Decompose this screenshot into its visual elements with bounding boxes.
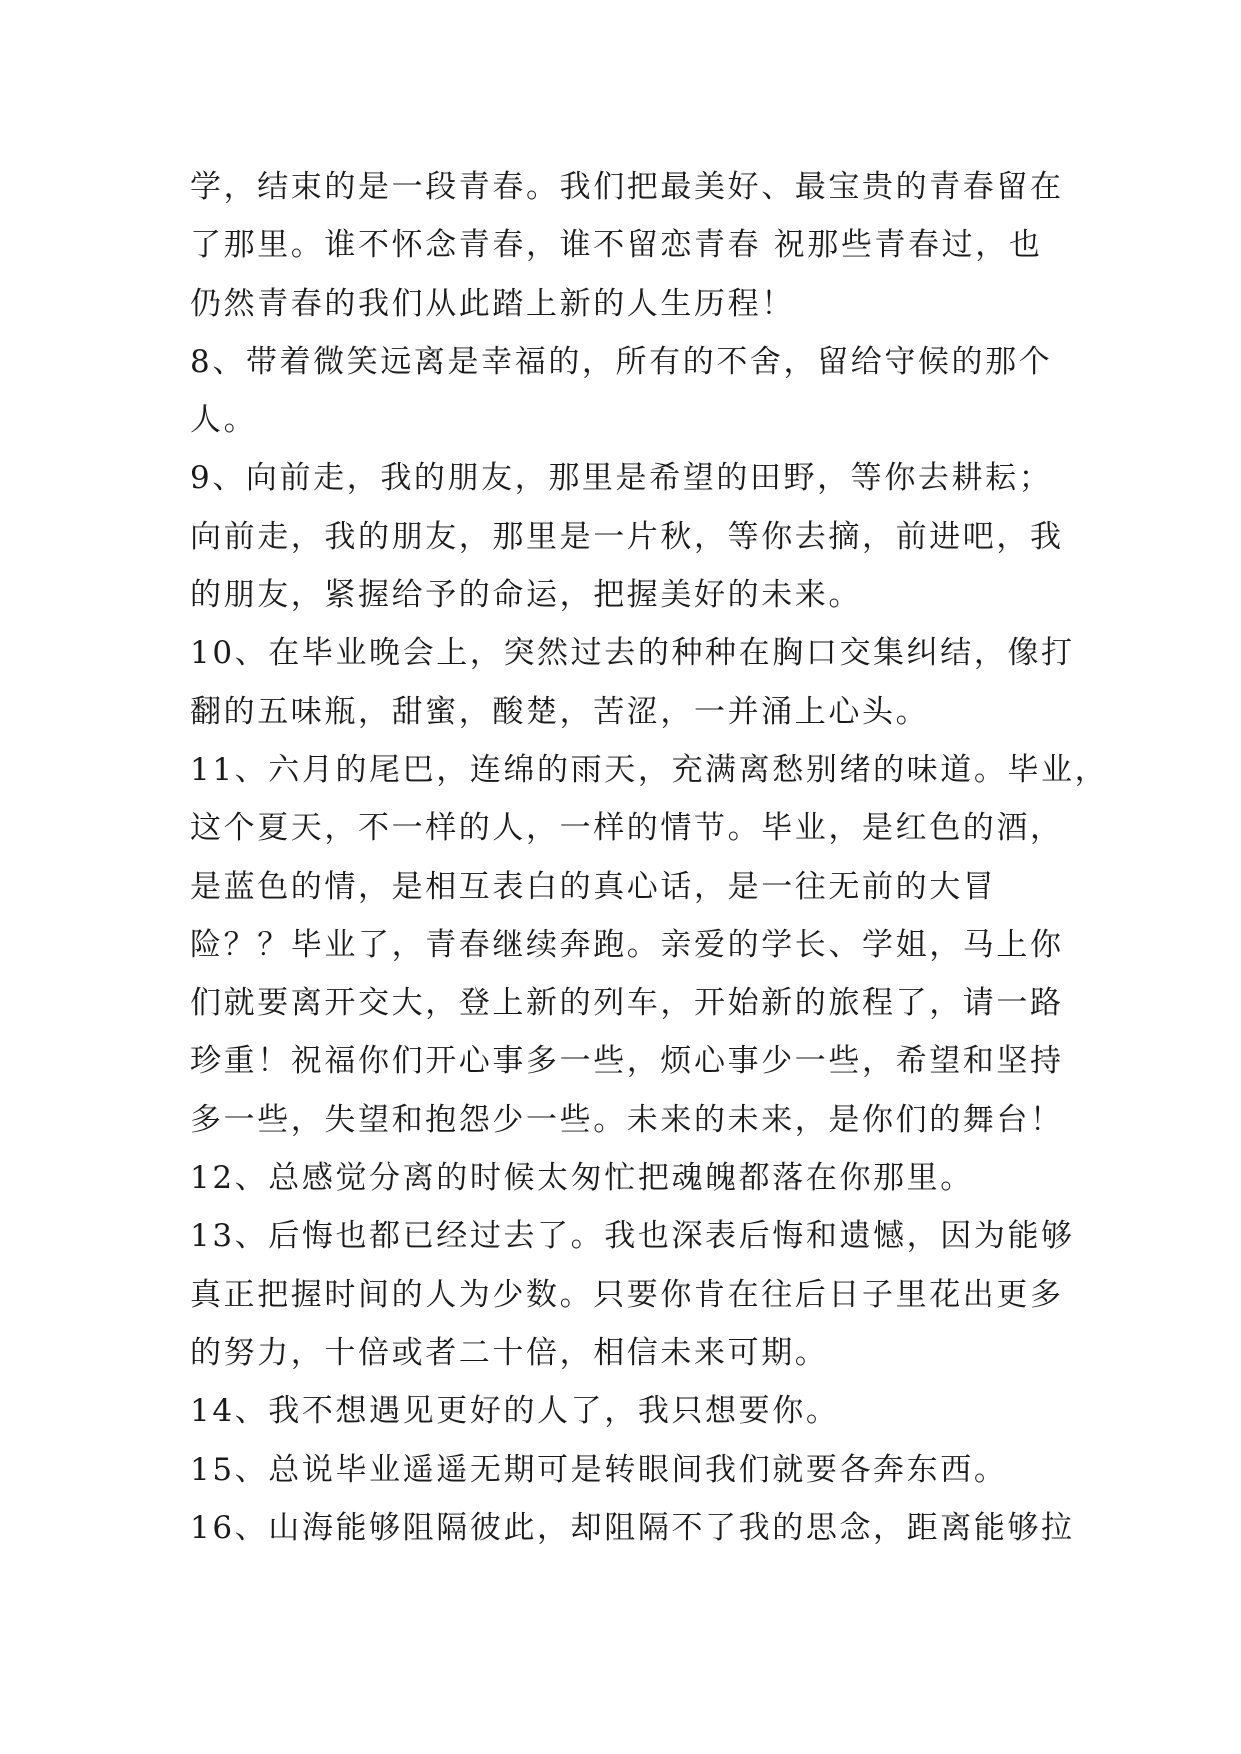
text-line: 14、我不想遇见更好的人了，我只想要你。 [190, 1393, 840, 1430]
text-line: 10、在毕业晚会上，突然过去的种种在胸口交集纠结，像打 [190, 635, 1075, 672]
text-line: 8、带着微笑远离是幸福的，所有的不舍，留给守候的那个 [190, 343, 1053, 380]
text-line: 人。 [190, 402, 258, 439]
text-line: 16、山海能够阻隔彼此，却阻隔不了我的思念，距离能够拉 [190, 1509, 1075, 1546]
text-line: 了那里。谁不怀念青春，谁不留恋青春 祝那些青春过，也 [190, 227, 1043, 264]
text-line: 13、后悔也都已经过去了。我也深表后悔和遗憾，因为能够 [190, 1218, 1075, 1255]
text-line: 的努力，十倍或者二十倍，相信未来可期。 [190, 1334, 829, 1371]
text-line: 们就要离开交大，登上新的列车，开始新的旅程了，请一路 [190, 985, 1064, 1022]
text-line: 珍重！祝福你们开心事多一些，烦心事少一些，希望和坚持 [190, 1043, 1064, 1080]
text-line: 险？？毕业了，青春继续奔跑。亲爱的学长、学姐，马上你 [190, 926, 1064, 963]
text-line: 仍然青春的我们从此踏上新的人生历程！ [190, 285, 795, 322]
text-line: 15、总说毕业遥遥无期可是转眼间我们就要各奔东西。 [190, 1451, 1008, 1488]
text-line: 9、向前走，我的朋友，那里是希望的田野，等你去耕耘； [190, 460, 1053, 497]
text-line: 12、总感觉分离的时候太匆忙把魂魄都落在你那里。 [190, 1160, 974, 1197]
body-text [190, 158, 1109, 1557]
text-line: 的朋友，紧握给予的命运，把握美好的未来。 [190, 577, 862, 614]
text-line: 是蓝色的情，是相互表白的真心话，是一往无前的大冒 [190, 868, 997, 905]
text-line: 翻的五味瓶，甜蜜，酸楚，苦涩，一并涌上心头。 [190, 693, 930, 730]
text-line: 11、六月的尾巴，连绵的雨天，充满离愁别绪的味道。毕业， [190, 751, 1109, 788]
text-line: 这个夏天，不一样的人，一样的情节。毕业，是红色的酒， [190, 810, 1064, 847]
text-line: 向前走，我的朋友，那里是一片秋，等你去摘，前进吧，我 [190, 518, 1064, 555]
text-line: 多一些，失望和抱怨少一些。未来的未来，是你们的舞台！ [190, 1101, 1064, 1138]
text-line: 学，结束的是一段青春。我们把最美好、最宝贵的青春留在 [190, 169, 1064, 205]
text-line: 真正把握时间的人为少数。只要你肯在往后日子里花出更多 [190, 1276, 1064, 1313]
